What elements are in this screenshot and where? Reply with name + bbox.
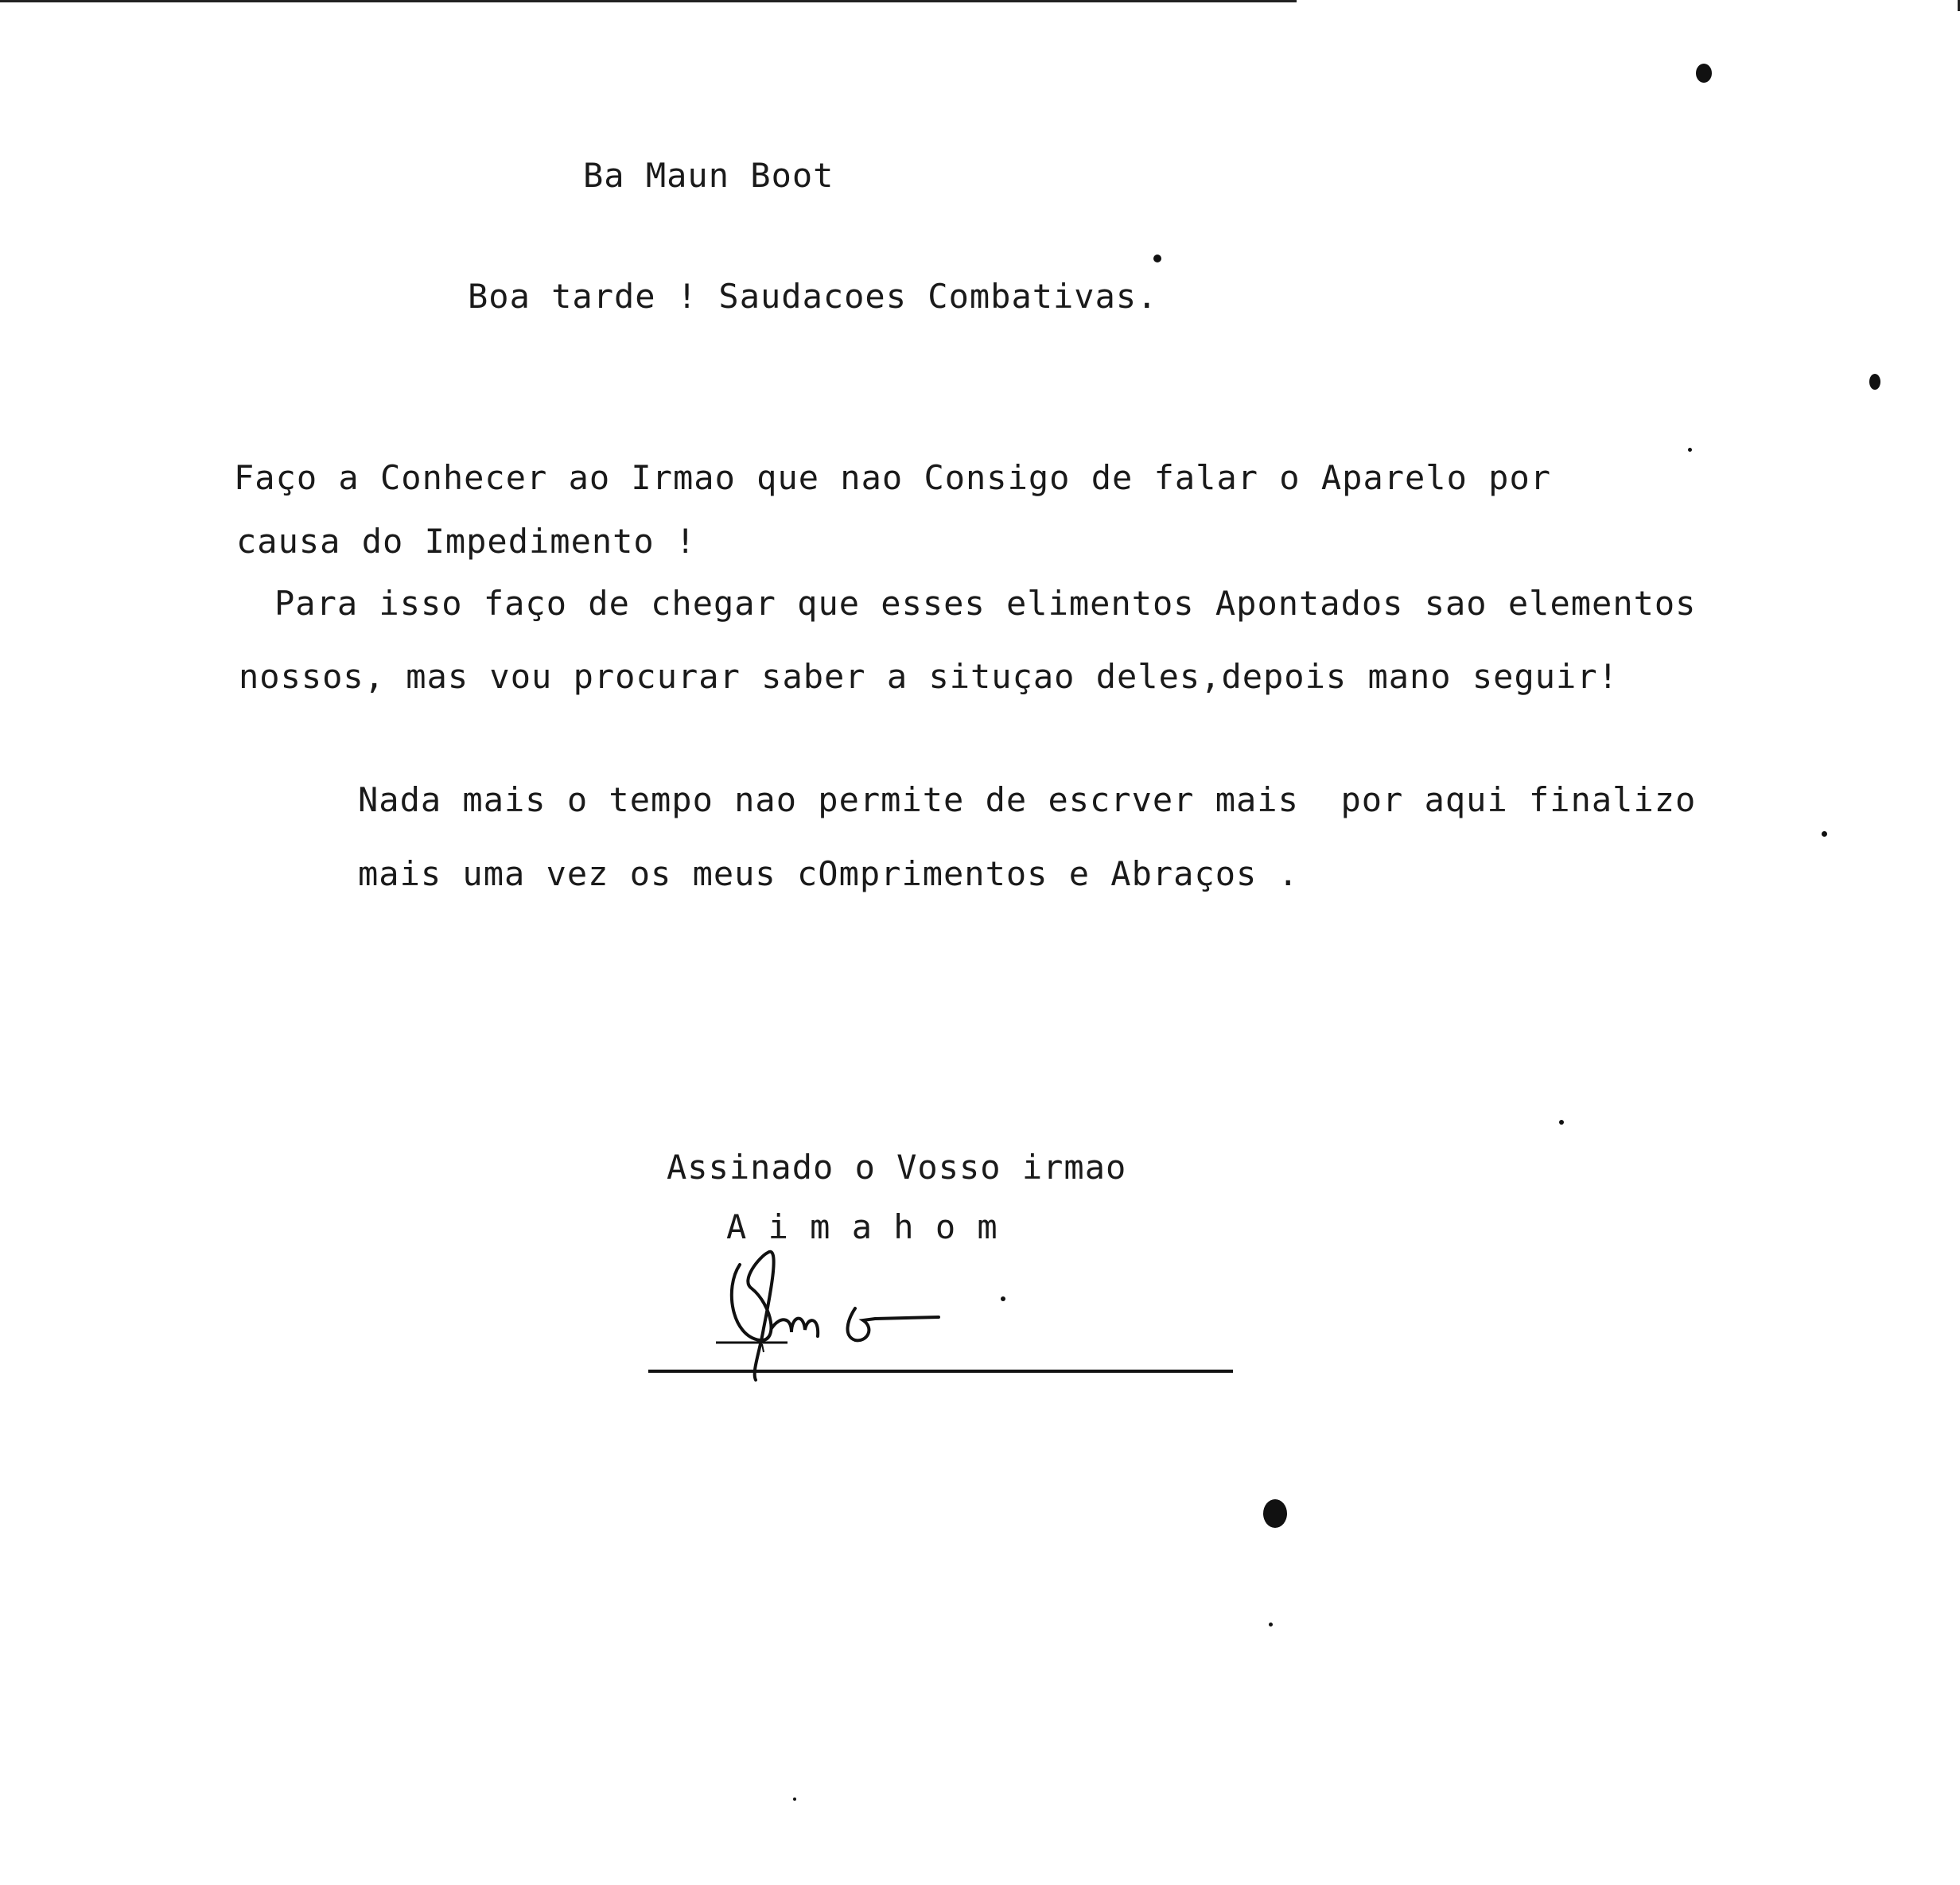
closing-line: Assinado o Vosso irmao [667,1148,1127,1187]
ink-dot [1822,831,1827,837]
handwritten-signature [716,1241,978,1400]
ink-dot [1559,1120,1564,1125]
signer-name: A i m a h o m [726,1207,998,1246]
paragraph-3-line-2: mais uma vez os meus cOmprimentos e Abraços . [358,854,1299,893]
paragraph-2-line-2: nossos, mas vou procurar saber a situçao deles,depois mano seguir! [239,657,1619,696]
paragraph-3-line-1: Nada mais o tempo nao permite de escrver mais por aqui finalizo [358,780,1697,819]
ink-dot [1001,1296,1005,1301]
ink-blot [1263,1499,1287,1528]
signature-rule [648,1370,1233,1373]
ink-dot [793,1798,796,1801]
ink-dot [1153,255,1161,262]
paragraph-1-line-2: causa do Impedimento ! [236,522,697,561]
addressee-line: Ba Maun Boot [583,156,834,195]
paragraph-2-line-1: Para isso faço de chegar que esses elimentos Apontados sao elementos [274,584,1697,623]
ink-dot [1269,1623,1273,1627]
greeting-line: Boa tarde ! Saudacoes Combativas. [468,277,1158,316]
scan-edge-top [0,0,1297,2]
ink-blot [1696,64,1712,83]
paragraph-1-line-1: Faço a Conhecer ao Irmao que nao Consigo de falar o Aparelo por [234,458,1552,497]
ink-dot [1688,448,1692,452]
ink-blot [1869,374,1880,390]
